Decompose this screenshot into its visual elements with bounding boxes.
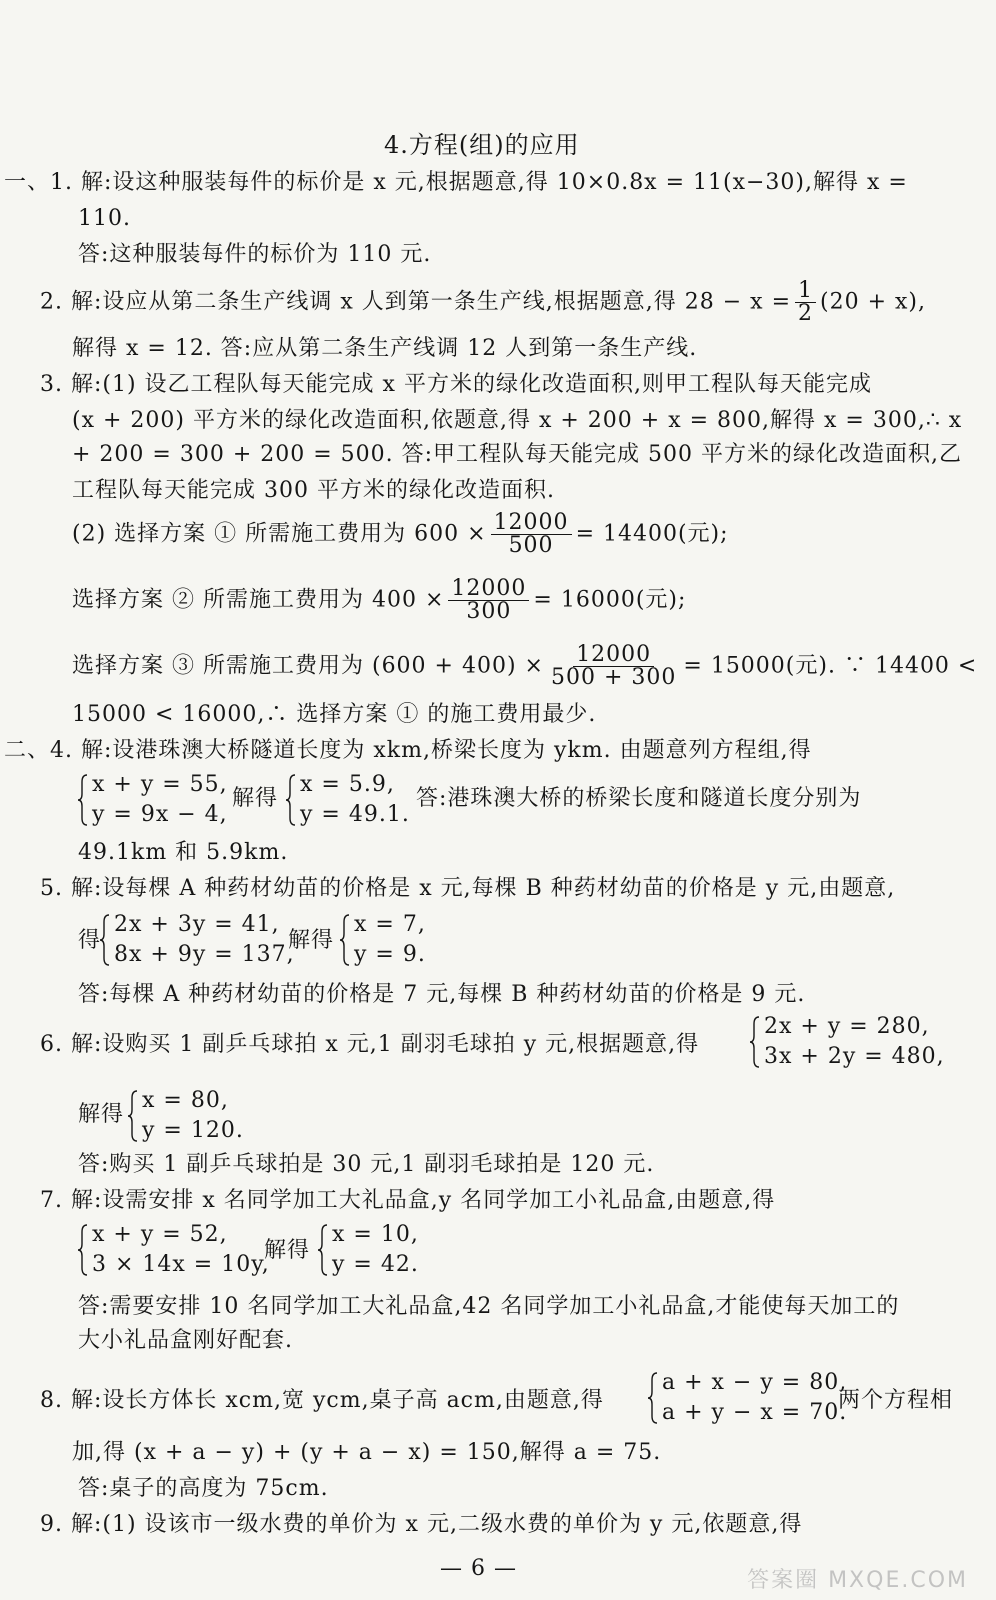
fraction-12000-300 <box>448 578 529 623</box>
watermark-logo: 答案圈 MXQE.COM <box>747 1568 968 1593</box>
q6-line-1: 6. 解:设购买 1 副乒乓球拍 x 元,1 副羽毛球拍 y 元,根据题意,得 <box>40 1032 700 1057</box>
q4-answer: 答:港珠澳大桥的桥梁长度和隧道长度分别为 <box>416 786 862 811</box>
equation: a + x − y = 80, <box>662 1370 848 1395</box>
q3-option-3-result: = 15000(元). ∵ 14400 < <box>683 653 978 679</box>
q4-line-1: 二、4. 解:设港珠澳大桥隧道长度为 xkm,桥梁长度为 ykm. 由题意列方程组,得 <box>4 738 812 763</box>
equation: x = 10, <box>332 1222 419 1247</box>
brace-icon <box>318 1224 328 1276</box>
equation: x = 7, <box>354 912 426 937</box>
solve-label: 解得 <box>264 1238 311 1263</box>
q7-line-1: 7. 解:设需安排 x 名同学加工大礼品盒,y 名同学加工小礼品盒,由题意,得 <box>40 1188 776 1213</box>
fraction-denominator: 500 <box>508 533 554 558</box>
solve-label: 解得 <box>232 786 279 811</box>
q4-answer-end: 49.1km 和 5.9km. <box>78 840 289 865</box>
q8-line-1-tail: 两个方程相 <box>838 1388 954 1413</box>
brace-icon <box>286 774 296 826</box>
fraction-half <box>795 280 816 325</box>
q3-line-2: (x + 200) 平方米的绿化改造面积,依题意,得 x + 200 + x = 800,解得 x = 300,∴ x <box>72 408 963 433</box>
q1-line-2: 110. <box>78 206 131 231</box>
brace-icon <box>648 1372 658 1424</box>
fraction-numerator: 12000 <box>573 644 654 667</box>
equation: 3x + 2y = 480, <box>764 1044 945 1069</box>
equation: x + y = 55, <box>92 772 228 797</box>
q6-answer: 答:购买 1 副乒乓球拍是 30 元,1 副羽毛球拍是 120 元. <box>78 1152 655 1177</box>
q3-conclusion: 15000 < 16000,∴ 选择方案 ① 的施工费用最少. <box>72 702 597 727</box>
q2-text: 2. 解:设应从第二条生产线调 x 人到第一条生产线,根据题意,得 28 − x = <box>40 289 792 315</box>
equation: a + y − x = 70. <box>662 1400 848 1425</box>
q8-line-1: 8. 解:设长方体长 xcm,宽 ycm,桌子高 acm,由题意,得 <box>40 1388 604 1413</box>
q3-option-1-text: (2) 选择方案 ① 所需施工费用为 600 × <box>72 521 487 547</box>
q3-option-2 <box>72 578 686 623</box>
equation: 3 × 14x = 10y, <box>92 1252 270 1277</box>
q5-de-label: 得 <box>78 928 102 953</box>
fraction-denominator: 300 <box>466 599 512 624</box>
equation: 8x + 9y = 137, <box>114 942 295 967</box>
equation: x + y = 52, <box>92 1222 228 1247</box>
brace-icon <box>750 1016 760 1068</box>
q3-line-3: + 200 = 300 + 200 = 500. 答:甲工程队每天能完成 500 平方米的绿化改造面积,乙 <box>72 442 963 467</box>
fraction-denominator: 500 + 300 <box>550 665 677 690</box>
fraction-12000-800 <box>548 644 679 689</box>
q2-text-tail: (20 + x), <box>820 289 927 315</box>
q9-line-1: 9. 解:(1) 设该市一级水费的单价为 x 元,二级水费的单价为 y 元,依题意,得 <box>40 1512 803 1537</box>
page-number: — 6 — <box>440 1556 517 1581</box>
equation: x = 5.9, <box>300 772 395 797</box>
fraction-numerator: 1 <box>795 280 816 303</box>
section-title: 4.方程(组)的应用 <box>384 131 580 159</box>
q7-answer-1: 答:需要安排 10 名同学加工大礼品盒,42 名同学加工小礼品盒,才能使每天加工的 <box>78 1294 900 1319</box>
q3-option-1-result: = 14400(元); <box>575 521 729 547</box>
fraction-12000-500 <box>491 512 572 557</box>
q1-answer: 答:这种服装每件的标价为 110 元. <box>78 242 432 267</box>
q3-option-3-text: 选择方案 ③ 所需施工费用为 (600 + 400) × <box>72 653 544 679</box>
q8-line-2: 加,得 (x + a − y) + (y + a − x) = 150,解得 a = 75. <box>72 1440 662 1465</box>
q3-line-4: 工程队每天能完成 300 平方米的绿化改造面积. <box>72 478 555 503</box>
fraction-numerator: 12000 <box>448 578 529 601</box>
equation: 2x + 3y = 41, <box>114 912 280 937</box>
q3-option-1 <box>72 512 729 557</box>
equation: y = 42. <box>332 1252 419 1277</box>
brace-icon <box>128 1090 138 1142</box>
brace-icon <box>78 774 88 826</box>
equation: y = 9. <box>354 942 426 967</box>
q3-line-1: 3. 解:(1) 设乙工程队每天能完成 x 平方米的绿化改造面积,则甲工程队每天能完成 <box>40 372 872 397</box>
equation: x = 80, <box>142 1088 229 1113</box>
q2-line-2: 解得 x = 12. 答:应从第二条生产线调 12 人到第一条生产线. <box>72 336 698 361</box>
brace-icon <box>100 914 110 966</box>
equation: y = 49.1. <box>300 802 410 827</box>
q2-line-1 <box>40 280 926 325</box>
q3-option-2-result: = 16000(元); <box>533 587 687 613</box>
equation: 2x + y = 280, <box>764 1014 930 1039</box>
equation: y = 9x − 4, <box>92 802 228 827</box>
q1-line-1: 一、1. 解:设这种服装每件的标价是 x 元,根据题意,得 10×0.8x = 11(x−30),解得 x = <box>4 170 908 195</box>
q8-answer: 答:桌子的高度为 75cm. <box>78 1476 329 1501</box>
q3-option-3 <box>72 644 977 689</box>
equation: y = 120. <box>142 1118 244 1143</box>
q3-option-2-text: 选择方案 ② 所需施工费用为 400 × <box>72 587 445 613</box>
q5-line-1: 5. 解:设每棵 A 种药材幼苗的价格是 x 元,每棵 B 种药材幼苗的价格是 y 元,由题意, <box>40 876 896 901</box>
fraction-numerator: 12000 <box>491 512 572 535</box>
solve-label: 解得 <box>78 1102 125 1127</box>
q7-answer-2: 大小礼品盒刚好配套. <box>78 1328 293 1353</box>
brace-icon <box>340 914 350 966</box>
brace-icon <box>78 1224 88 1276</box>
q5-answer: 答:每棵 A 种药材幼苗的价格是 7 元,每棵 B 种药材幼苗的价格是 9 元. <box>78 982 806 1007</box>
solve-label: 解得 <box>288 928 335 953</box>
fraction-denominator: 2 <box>798 301 814 326</box>
